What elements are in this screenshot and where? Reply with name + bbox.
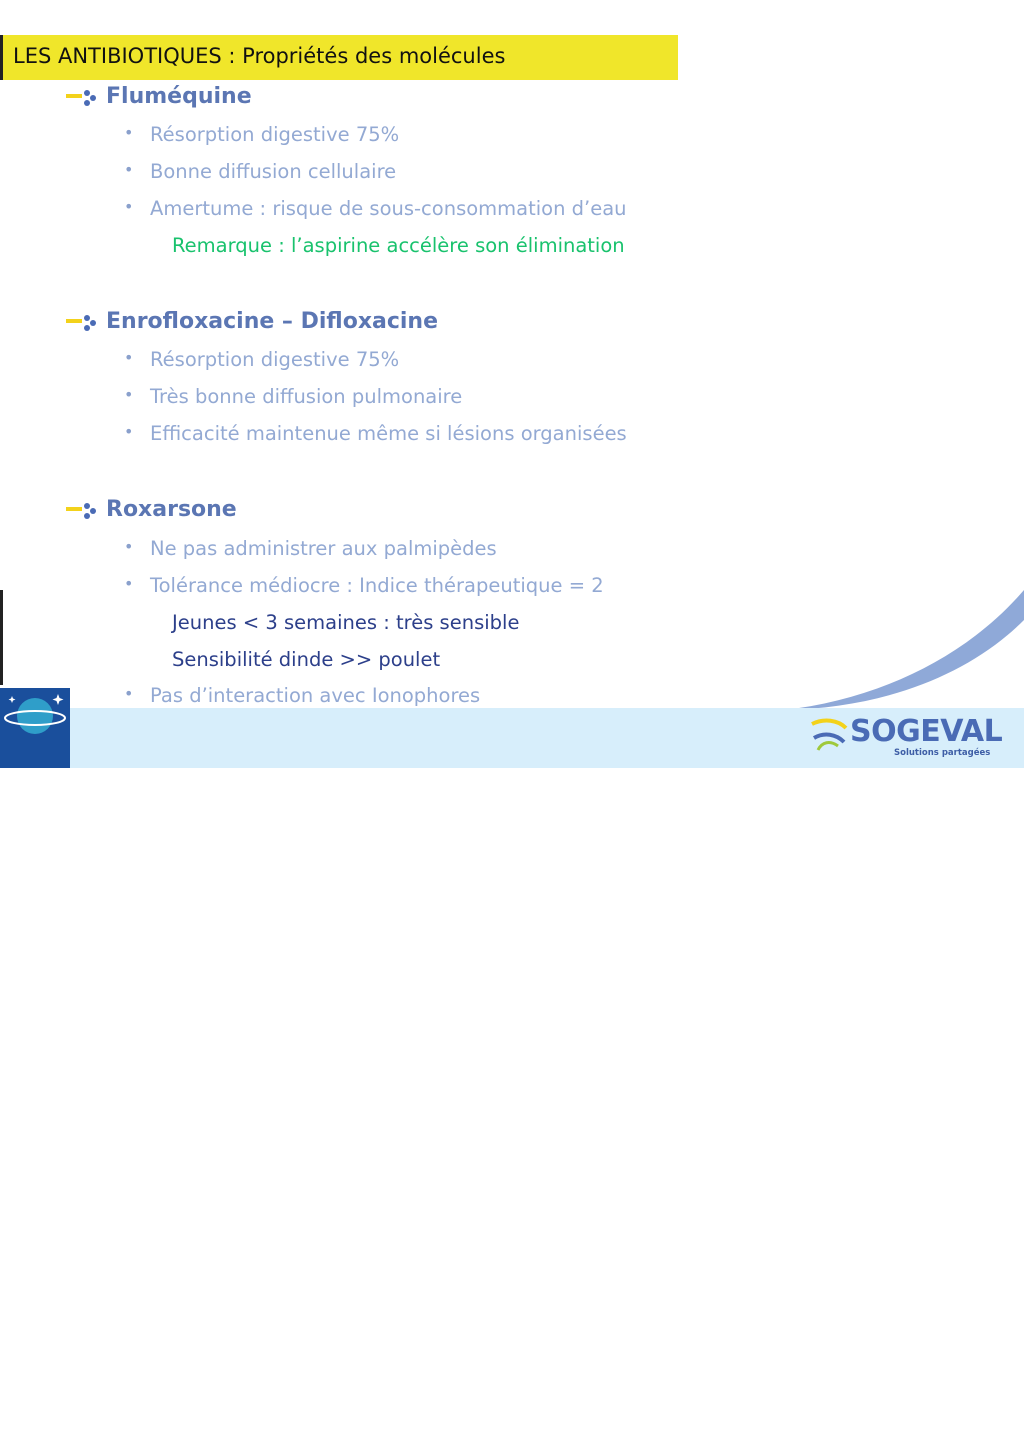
sogeval-logo bbox=[808, 712, 1008, 762]
bullet-dot-icon: • bbox=[124, 684, 134, 703]
sogeval-tagline: Solutions partagées bbox=[894, 748, 991, 758]
bullet-dot-icon: • bbox=[124, 422, 134, 441]
lab-elvet-label: lab•elvet bbox=[1, 1436, 69, 1451]
bullet-dot-icon: • bbox=[124, 197, 134, 216]
remark-note: Remarque : l’aspirine accélère son élimination bbox=[172, 234, 625, 257]
sogeval-name: SOGEVAL bbox=[850, 714, 1003, 749]
section-title: Fluméquine bbox=[106, 84, 252, 109]
bullet-dot-icon: • bbox=[124, 385, 134, 404]
planet-icon bbox=[0, 688, 70, 748]
arrow-dots-icon bbox=[66, 88, 98, 108]
bullet-dot-icon: • bbox=[124, 123, 134, 142]
bullet-dot-icon: • bbox=[124, 574, 134, 593]
arrow-dots-icon bbox=[66, 313, 98, 333]
slide-content: Fluméquine • Résorption digestive 75% • Bonne diffusion cellulaire • Amertume : risque de sous-consommation d’eau Remarque : l’aspirine accélère son élimination Enrofloxacine – Difloxacine • Résorption digestive 75% • Très bonne diffusion pulmonaire • Efficacité maintenue même si lésions organisées Roxarsone • Ne pas administrer aux palmipèdes • Tolérance médiocre : Indice thérapeutique = 2 Jeunes < 3 semaines : très sensible Sensibilité dinde >> poulet • Pas d’interaction avec Ionophores bbox=[0, 0, 1024, 768]
section-title: Roxarsone bbox=[106, 497, 237, 522]
sub-note: Jeunes < 3 semaines : très sensible bbox=[172, 611, 520, 634]
section-title: Enrofloxacine – Difloxacine bbox=[106, 309, 439, 334]
arrow-dots-icon bbox=[66, 501, 98, 521]
lab-elvet-logo bbox=[0, 688, 70, 1451]
decorative-swoosh bbox=[784, 580, 1024, 710]
left-edge-bar bbox=[0, 590, 3, 685]
bullet-dot-icon: • bbox=[124, 348, 134, 367]
sub-note: Sensibilité dinde >> poulet bbox=[172, 648, 441, 671]
sogeval-mark-icon bbox=[808, 714, 852, 756]
bullet-dot-icon: • bbox=[124, 537, 134, 556]
page-title: LES ANTIBIOTIQUES : Propriétés des molécules bbox=[13, 44, 506, 68]
bullet-dot-icon: • bbox=[124, 160, 134, 179]
